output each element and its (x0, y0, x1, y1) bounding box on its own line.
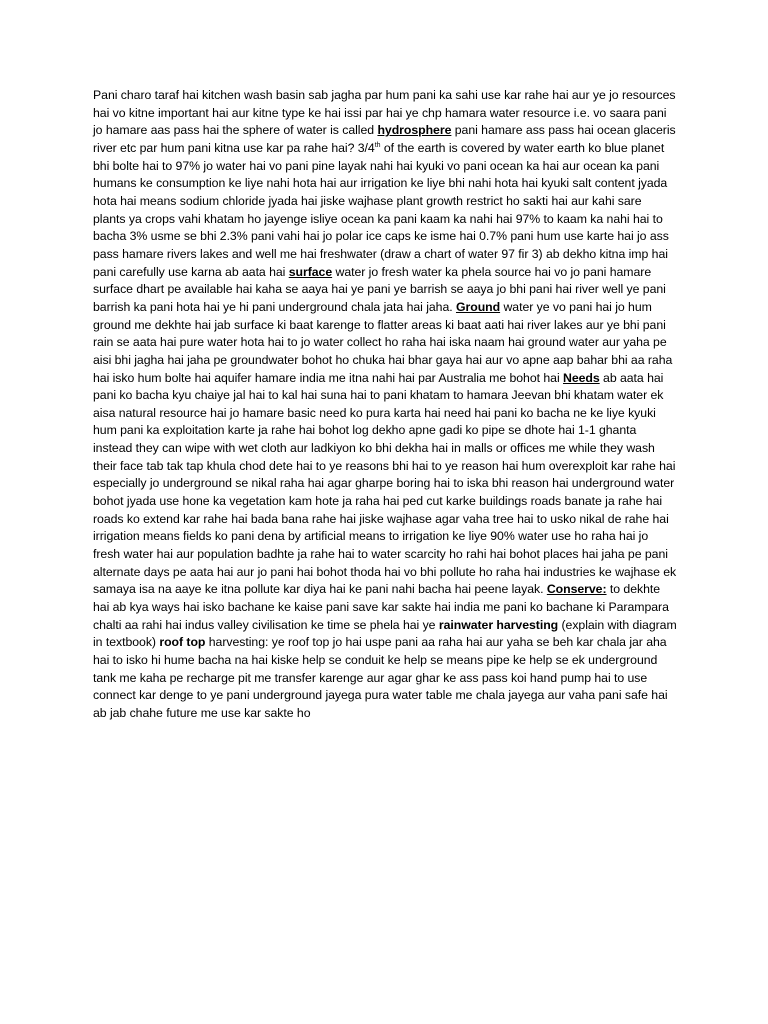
text-segment: of the earth is covered by water earth ko blue planet bhi bolte hai to 97% jo water hai vo pani pine layak nahi hai kyuki vo pani ocean ka hai aur ocean ka pani humans ke consumption ke liye nahi hota hai aur irrigation ke liye bhi nahi hota hai kyuki salt content jyada hota hai means sodium chloride jyada hai jiske wajhase plant growth restrict ho sakti hai aur kahi sare plants ya crops vahi khatam ho jayenge isliye ocean ka pani kaam ka nahi hai 97% to kaam ka nahi hai to bacha 3% usme se bhi 2.3% pani vahi hai jo polar ice caps ke isme hai 0.7% pani hum use karte hai jo ass pass hamare rivers lakes and well me hai freshwater (draw a chart of water 97 fir 3) ab dekho kitna imp hai pani carefully use karna ab aata hai (93, 140, 669, 279)
text-segment: pani hamare ass pass hai ocean glaceris river etc par hum pani kitna use kar pa rahe hai? 3/4 (93, 123, 676, 155)
term-hydrosphere: hydrosphere (377, 123, 452, 138)
text-segment: water jo fresh water ka phela source hai vo jo pani hamare surface dhart pe available hai kaha se aaya hai ye pani ye barrish se aaya jo bhi pani hai river well ye pani barrish ka pani hota hai ye hi pani underground chala jata hai jaha. (93, 264, 666, 314)
text-segment: water ye vo pani hai jo hum ground me dekhte hai jab surface ki baat karenge to flatter areas ki baat aati hai river lakes aur ye bhi pani rain se aata hai pure water hota hai to jo water collect ho raha hai iska naam hai ground water aur yaha pe aisi bhi jagha hai jaha pe groundwater bohot ho chuka hai bhar gaya hai aur vo apne aap bahar bhi aa raha hai isko hum bolte hai aquifer hamare india me itna nahi hai par Australia me bohot hai (93, 299, 673, 385)
term-rainwater-harvesting: rainwater harvesting (438, 617, 559, 632)
text-segment: to dekhte hai ab kya ways hai isko bachane ke kaise pani save kar sakte hai india me pani ko bachane ki Parampara chalti aa rahi hai indus valley civilisation ke time se phela hai ye (93, 582, 669, 632)
text-segment: harvesting: ye roof top jo hai uspe pani aa raha hai aur yaha se beh kar chala jar aha hai to isko hi hume bacha na hai kiske help se conduit ke help se means pipe ke help se ek underground tank me kaha pe recharge pit me transfer karenge aur agar ghar ke ass pass koi hand pump hai to use connect kar denge to ye pani underground jayega pura water table me chala jayega aur vaha pani safe hai ab jab chahe future me use kar sakte ho (93, 635, 668, 720)
text-segment: (explain with diagram in textbook) (93, 617, 677, 650)
term-ground: Ground (455, 299, 501, 314)
term-conserve: Conserve: (546, 582, 607, 597)
term-needs: Needs (563, 370, 600, 385)
text-segment: ab aata hai pani ko bacha kyu chaiye jal hai to kal hai suna hai to pani khatam to hamara Jeevan bhi khatam water ek aisa natural resource hai jo hamare basic need ko pura karta hai need hai pani ko bacha ne ke liye kyuki hum pani ka exploitation karte ja rahe hai bohot log dekho apne gadi ko pipe se dhote hai 1-1 ghanta instead they can wipe with wet cloth aur ladkiyon ko bhi dekha hai in malls or offices me while they wash their face tab tak tap khula chod dete hai to ye reasons bhi hai to ye reason hai hum overexploit kar rahe hai especially jo underground se nikal raha hai agar gharpe boring hai to iska bhi reason hai underground water bohot jyada use hone ka vegetation kam hote ja raha hai ped cut karke buildings roads banate ja rahe hai roads ko extend kar rahe hai bada bana rahe hai jiske wajhase agar vaha tree hai to usko nikal de rahe hai irrigation means fields ko pani dena by artificial means to irrigation ke liye 90% water use ho raha hai jo fresh water hai aur population badhte ja rahe hai to water scarcity ho rahi hai bohot places hai jaha pe pani alternate days pe aata hai aur jo pani hai bohot thoda hai vo bhi pollute ho raha hai industries ke wajhase ek samaya isa na aaye ke itna pollute kar diya hai ke pani nahi bacha hai peene layak. (93, 370, 677, 597)
term-surface: surface (288, 264, 333, 279)
body-paragraph (93, 87, 677, 723)
superscript-th: th (374, 141, 381, 149)
text-segment: Pani charo taraf hai kitchen wash basin sab jagha par hum pani ka sahi use kar rahe hai aur ye jo resources hai vo kitne important hai aur kitne type ke hai issi par hai ye chp hamara water resource i.e. vo saara pani jo hamare aas pass hai the sphere of water is called (93, 88, 676, 138)
term-roof-top: roof top (159, 635, 206, 650)
